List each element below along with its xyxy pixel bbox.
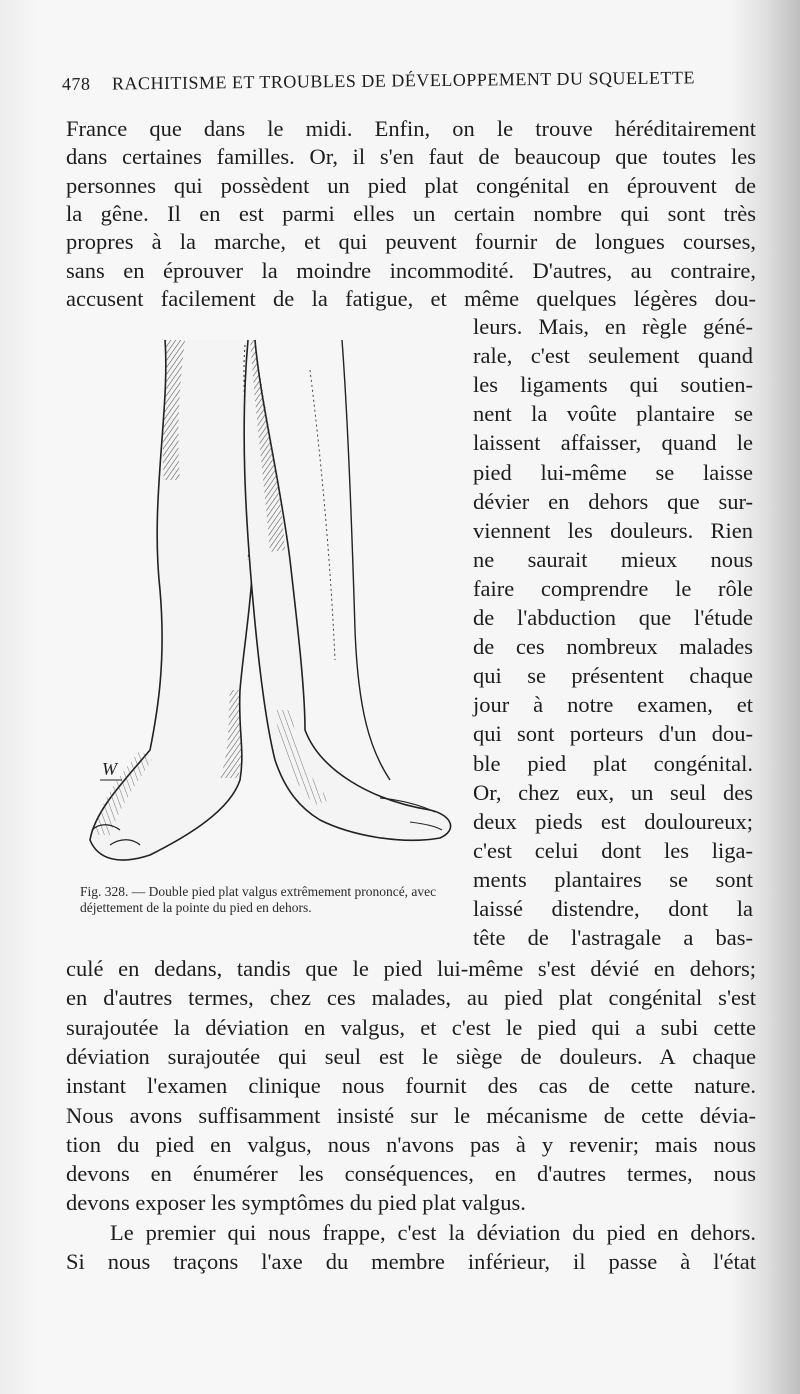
body-text-column-line: faire comprendre le rôle bbox=[473, 575, 753, 601]
page-number: 478 bbox=[61, 73, 91, 94]
body-text-column-line: de l'abduction que l'étude bbox=[473, 605, 753, 630]
figure-328-illustration bbox=[80, 330, 460, 870]
engraver-monogram bbox=[100, 759, 122, 780]
body-text-column-line: dévier en dehors que sur- bbox=[473, 488, 753, 514]
body-text-column-line: rale, c'est seulement quand bbox=[473, 343, 753, 369]
body-text-column-line: qui se présentent chaque bbox=[473, 663, 753, 689]
body-text-column-line: jour à notre examen, et bbox=[473, 692, 753, 718]
running-title: RACHITISME ET TROUBLES DE DÉVELOPPEMENT DU SQUELETTE bbox=[111, 67, 696, 94]
body-text-column-line: ble pied plat congénital. bbox=[473, 750, 753, 776]
body-text-column-line: de ces nombreux malades bbox=[473, 634, 753, 660]
body-text-column-line: viennent les douleurs. Rien bbox=[473, 517, 753, 543]
body-text-line: Si nous traçons l'axe du membre inférieur, il passe à l'état bbox=[66, 1249, 756, 1274]
body-text-line: propres à la marche, et qui peuvent fournir de longues courses, bbox=[66, 229, 756, 255]
body-text-line: devons exposer les symptômes du pied plat valgus. bbox=[66, 1190, 526, 1216]
body-text-line: en d'autres termes, chez ces malades, au pied plat congénital s'est bbox=[66, 985, 756, 1011]
body-text-line: devons en énumérer les conséquences, en d'autres termes, nous bbox=[66, 1161, 756, 1187]
body-text-line: sans en éprouver la moindre incommodité. D'autres, au contraire, bbox=[66, 257, 756, 283]
figure-label: Fig. 328. bbox=[80, 884, 129, 899]
body-text-column-line: leurs. Mais, en règle géné- bbox=[473, 314, 753, 339]
body-text-line: la gêne. Il en est parmi elles un certain nombre qui sont très bbox=[66, 200, 756, 226]
body-text-line: instant l'examen clinique nous fournit des cas de cette nature. bbox=[66, 1073, 756, 1099]
body-text-column-line: les ligaments qui soutien- bbox=[473, 372, 753, 398]
running-header bbox=[62, 67, 730, 95]
body-text-line: culé en dedans, tandis que le pied lui-même s'est dévié en dehors; bbox=[66, 956, 756, 981]
body-text-line: France que dans le midi. Enfin, on le trouve héréditairement bbox=[66, 116, 756, 141]
svg-text:W: W bbox=[102, 759, 117, 779]
figure-caption-text: — Double pied plat valgus extrêmement prononcé, avec déjettement de la pointe du pied en dehors. bbox=[80, 884, 437, 915]
body-text-line: Le premier qui nous frappe, c'est la déviation du pied en dehors. bbox=[110, 1219, 756, 1245]
body-text-column-line: nent la voûte plantaire se bbox=[473, 401, 753, 427]
body-text-line: dans certaines familles. Or, il s'en faut de beaucoup que toutes les bbox=[66, 144, 756, 170]
body-text-column-line: ne saurait mieux nous bbox=[473, 546, 753, 572]
figure-caption bbox=[80, 884, 460, 916]
body-text-column-line: tête de l'astragale a bas- bbox=[473, 925, 753, 951]
body-text-column-line: laissent affaisser, quand le bbox=[473, 430, 753, 456]
body-text-line: tion du pied en valgus, nous n'avons pas à y revenir; mais nous bbox=[66, 1131, 756, 1157]
body-text-column-line: c'est celui dont les liga- bbox=[473, 837, 753, 863]
body-text-line: accusent facilement de la fatigue, et même quelques légères dou- bbox=[66, 285, 756, 311]
body-text-line: personnes qui possèdent un pied plat congénital en éprouvent de bbox=[66, 172, 756, 198]
body-text-line: Nous avons suffisamment insisté sur le mécanisme de cette dévia- bbox=[66, 1102, 756, 1128]
body-text-column-line: deux pieds est douloureux; bbox=[473, 808, 753, 834]
body-text-column-line: laissé distendre, dont la bbox=[473, 896, 753, 921]
body-text-column-line: ments plantaires se sont bbox=[473, 866, 753, 892]
body-text-column-line: Or, chez eux, un seul des bbox=[473, 779, 753, 805]
left-leg-drawing bbox=[90, 340, 255, 860]
body-text-line: déviation surajoutée qui seul est le siège de douleurs. A chaque bbox=[66, 1043, 756, 1069]
body-text-column-line: pied lui-même se laisse bbox=[473, 459, 753, 485]
right-leg-drawing bbox=[244, 340, 450, 840]
body-text-line: surajoutée la déviation en valgus, et c'est le pied qui a subi cette bbox=[66, 1014, 756, 1040]
body-text-column-line: qui sont porteurs d'un dou- bbox=[473, 721, 753, 747]
